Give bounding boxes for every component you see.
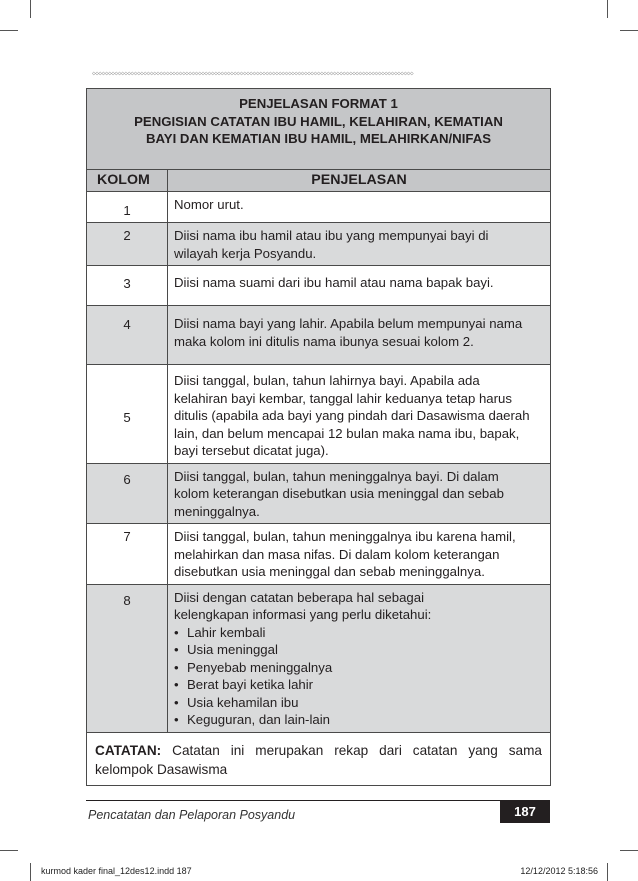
column-header-kolom: KOLOM [87,170,168,192]
table-row [87,266,551,306]
description-line: Diisi tanggal, bulan, tahun lahirnya bayi. Apabila ada [174,373,480,388]
table-row [87,192,551,223]
page-number: 187 [500,801,550,823]
crop-mark [620,850,638,851]
title-line: BAYI DAN KEMATIAN IBU HAMIL, MELAHIRKAN/NIFAS [145,131,492,146]
table-row [87,524,551,585]
title-line: PENGISIAN CATATAN IBU HAMIL, KELAHIRAN, KEMATIAN [134,113,503,129]
explanation-table [86,88,551,786]
footer-divider [86,800,550,801]
row-number: 8 [87,584,168,732]
list-item: • Keguguran, dan lain-lain [174,711,544,729]
row-number: 3 [87,266,168,306]
table-row [87,584,551,732]
row-description [168,266,551,306]
title-line: PENJELASAN FORMAT 1 [239,96,398,111]
table-title [87,89,551,170]
note-label: CATATAN: [95,742,162,758]
list-item: • Berat bayi ketika lahir [174,676,544,694]
note-text: Catatan ini merupakan rekap dari catatan yang sama kelompok Dasawisma [95,742,542,777]
table-row [87,365,551,464]
list-item: • Lahir kembali [174,624,544,642]
note-section [87,732,551,785]
description-line: Diisi nama bayi yang lahir. Apabila belum mempunyai nama [174,316,523,331]
description-line: meninggalnya. [174,503,260,519]
description-line: Diisi tanggal, bulan, tahun meninggalnya bayi. Di dalam [174,468,499,484]
description-line: lain, dan belum mencapai 12 bulan maka nama ibu, bapak, [174,425,520,441]
description-line: maka kolom ini ditulis nama ibunya sesuai kolom 2. [174,333,474,349]
row-number: 2 [87,223,168,266]
description-line: kelahiran bayi kembar, tanggal lahir keduanya tetap harus [174,390,512,406]
crop-mark [0,30,18,31]
list-item: • Usia kehamilan ibu [174,694,544,712]
list-item: • Penyebab meninggalnya [174,659,544,677]
description-line: Diisi tanggal, bulan, tahun meninggalnya ibu karena hamil, [174,529,516,544]
row-description [168,306,551,365]
description-line: melahirkan dan masa nifas. Di dalam kolom keterangan [174,546,500,562]
footer-title: Pencatatan dan Pelaporan Posyandu [88,808,296,822]
column-header-penjelasan: PENJELASAN [168,170,551,192]
description-line: kolom keterangan disebutkan usia meninggal dan sebab [174,486,504,501]
row-description [168,463,551,524]
row-description [168,223,551,266]
row-description [168,365,551,464]
row-number: 7 [87,524,168,585]
description-line: Diisi nama suami dari ibu hamil atau nama bapak bayi. [174,275,494,290]
description-line: Diisi nama ibu hamil atau ibu yang mempunyai bayi di [174,228,489,243]
description-line: wilayah kerja Posyandu. [174,245,317,261]
bullet-list [174,624,544,729]
table-row [87,463,551,524]
description-line: Nomor urut. [174,197,244,212]
row-number: 6 [87,463,168,524]
crop-mark [607,0,608,18]
decorative-border: ◇◇◇◇◇◇◇◇◇◇◇◇◇◇◇◇◇◇◇◇◇◇◇◇◇◇◇◇◇◇◇◇◇◇◇◇◇◇◇◇◇◇◇◇◇◇◇◇◇◇◇◇◇◇◇◇◇◇◇◇◇◇◇◇◇◇◇◇◇◇◇◇◇◇◇◇◇◇◇◇◇◇◇◇◇◇◇◇◇◇◇◇◇◇◇◇◇◇◇◇ [92,70,414,77]
row-number: 5 [87,365,168,464]
table-row [87,223,551,266]
crop-mark [620,30,638,31]
description-line: ditulis (apabila ada bayi yang pindah dari Dasawisma daerah [174,408,530,423]
row-description [168,524,551,585]
description-line: disebutkan usia meninggal dan sebab meninggalnya. [174,564,485,579]
crop-mark [607,863,608,881]
crop-mark [30,863,31,881]
description-line: bayi tersebut dicatat juga). [174,443,329,458]
crop-mark [0,850,18,851]
table-row [87,306,551,365]
row-description [168,584,551,732]
list-item: • Usia meninggal [174,641,544,659]
print-slug-file: kurmod kader final_12des12.indd 187 [41,866,192,876]
description-line: kelengkapan informasi yang perlu diketahui: [174,607,432,622]
row-number: 1 [87,192,168,223]
crop-mark [30,0,31,18]
row-number: 4 [87,306,168,365]
description-line: Diisi dengan catatan beberapa hal sebagai [174,589,425,605]
print-slug-timestamp: 12/12/2012 5:18:56 [520,866,598,876]
row-description [168,192,551,223]
